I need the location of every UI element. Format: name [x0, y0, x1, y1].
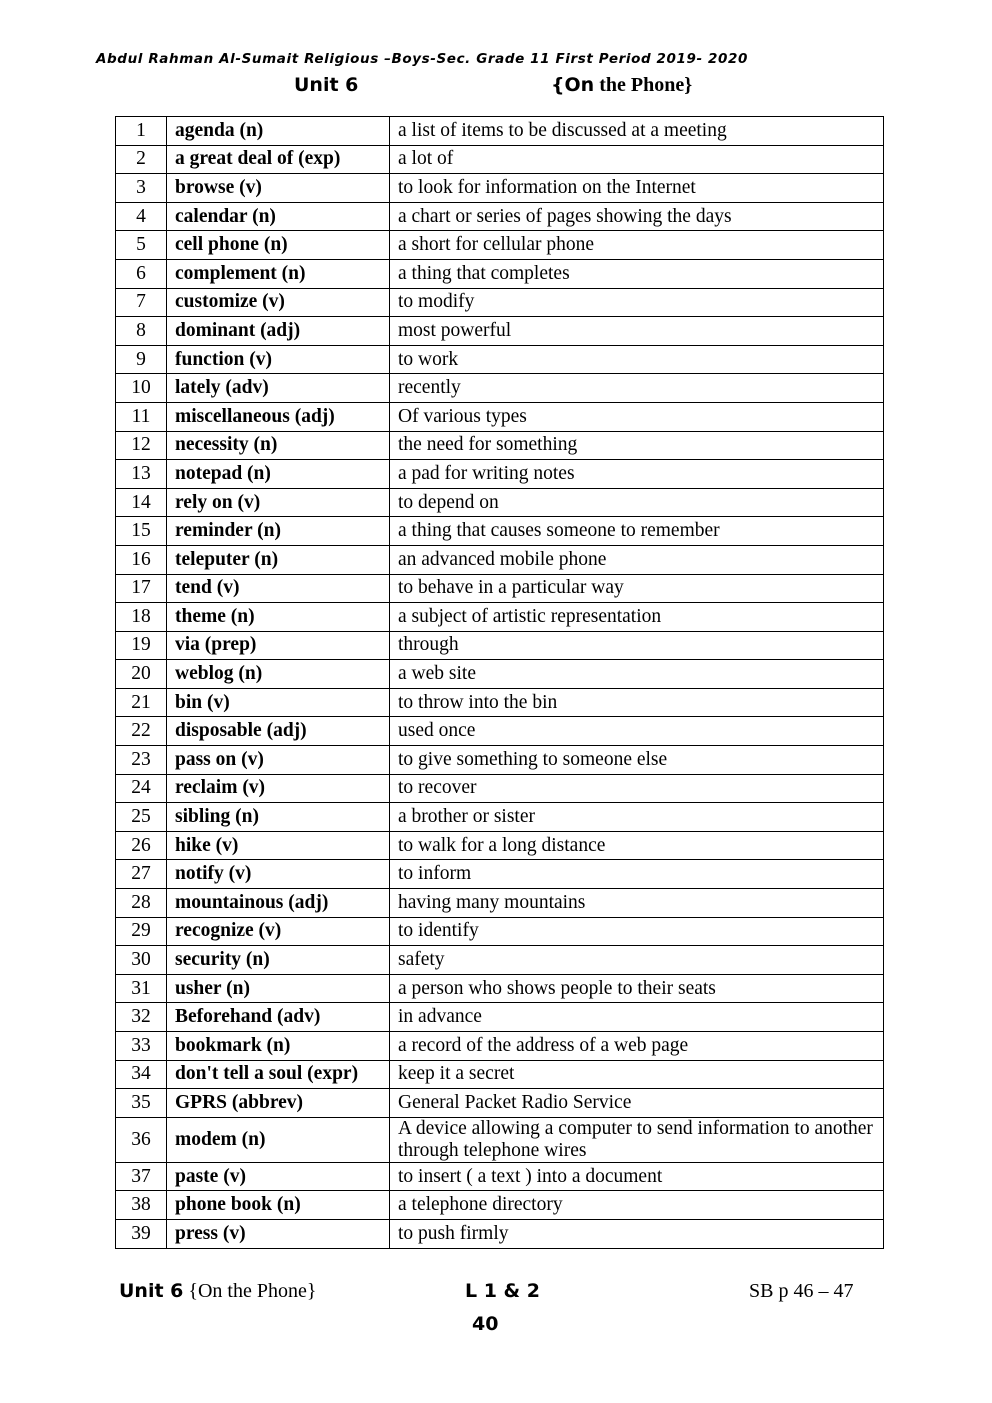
vocab-definition: keep it a secret — [390, 1060, 884, 1089]
vocab-definition: to recover — [390, 774, 884, 803]
row-number: 9 — [116, 345, 167, 374]
table-row — [116, 917, 884, 946]
footer-unit-topic: {On the Phone} — [183, 1280, 317, 1302]
vocab-word: Beforehand (adv) — [167, 1003, 390, 1032]
vocab-word: hike (v) — [167, 831, 390, 860]
vocab-definition: used once — [390, 717, 884, 746]
row-number: 5 — [116, 231, 167, 260]
vocab-definition: a person who shows people to their seats — [390, 974, 884, 1003]
vocab-word: paste (v) — [167, 1162, 390, 1191]
table-row — [116, 345, 884, 374]
vocab-definition: a record of the address of a web page — [390, 1032, 884, 1061]
vocabulary-table — [115, 116, 884, 1249]
table-row — [116, 746, 884, 775]
table-row — [116, 259, 884, 288]
row-number: 30 — [116, 946, 167, 975]
page-number: 40 — [472, 1313, 499, 1335]
table-row — [116, 1003, 884, 1032]
table-row — [116, 288, 884, 317]
vocab-word: teleputer (n) — [167, 545, 390, 574]
vocab-definition: recently — [390, 374, 884, 403]
table-row — [116, 317, 884, 346]
table-row — [116, 145, 884, 174]
row-number: 27 — [116, 860, 167, 889]
vocab-definition: a telephone directory — [390, 1191, 884, 1220]
vocab-definition: a brother or sister — [390, 803, 884, 832]
vocab-word: complement (n) — [167, 259, 390, 288]
row-number: 12 — [116, 431, 167, 460]
vocab-definition: a thing that completes — [390, 259, 884, 288]
unit-topic — [551, 74, 692, 97]
vocab-word: reclaim (v) — [167, 774, 390, 803]
table-row — [116, 1191, 884, 1220]
footer-unit — [119, 1280, 316, 1303]
row-number: 19 — [116, 631, 167, 660]
table-row — [116, 860, 884, 889]
vocab-word: phone book (n) — [167, 1191, 390, 1220]
row-number: 34 — [116, 1060, 167, 1089]
row-number: 33 — [116, 1032, 167, 1061]
row-number: 31 — [116, 974, 167, 1003]
row-number: 4 — [116, 202, 167, 231]
vocab-definition: to identify — [390, 917, 884, 946]
vocab-word: reminder (n) — [167, 517, 390, 546]
vocab-word: rely on (v) — [167, 488, 390, 517]
vocab-definition: a short for cellular phone — [390, 231, 884, 260]
vocab-definition: General Packet Radio Service — [390, 1089, 884, 1118]
row-number: 35 — [116, 1089, 167, 1118]
row-number: 38 — [116, 1191, 167, 1220]
table-row — [116, 545, 884, 574]
vocabulary-table-body — [116, 117, 884, 1249]
table-row — [116, 889, 884, 918]
vocab-word: notify (v) — [167, 860, 390, 889]
vocab-word: mountainous (adj) — [167, 889, 390, 918]
table-row — [116, 431, 884, 460]
vocab-word: pass on (v) — [167, 746, 390, 775]
row-number: 7 — [116, 288, 167, 317]
vocab-definition: to depend on — [390, 488, 884, 517]
table-row — [116, 946, 884, 975]
vocab-definition: having many mountains — [390, 889, 884, 918]
table-row — [116, 631, 884, 660]
table-row — [116, 117, 884, 146]
school-header: Abdul Rahman Al-Sumait Religious –Boys-Sec. Grade 11 First Period 2019- 2020 — [96, 51, 749, 67]
vocab-definition: through — [390, 631, 884, 660]
vocab-word: press (v) — [167, 1219, 390, 1248]
unit-heading — [0, 74, 992, 102]
row-number: 39 — [116, 1219, 167, 1248]
table-row — [116, 717, 884, 746]
row-number: 28 — [116, 889, 167, 918]
vocab-word: calendar (n) — [167, 202, 390, 231]
vocab-definition: to look for information on the Internet — [390, 174, 884, 203]
table-row — [116, 460, 884, 489]
vocab-definition: to insert ( a text ) into a document — [390, 1162, 884, 1191]
vocab-word: tend (v) — [167, 574, 390, 603]
table-row — [116, 803, 884, 832]
unit-label: Unit 6 — [294, 74, 359, 96]
table-row — [116, 831, 884, 860]
vocab-word: necessity (n) — [167, 431, 390, 460]
vocab-definition: a lot of — [390, 145, 884, 174]
row-number: 24 — [116, 774, 167, 803]
table-row — [116, 231, 884, 260]
row-number: 10 — [116, 374, 167, 403]
row-number: 17 — [116, 574, 167, 603]
vocab-word: theme (n) — [167, 603, 390, 632]
row-number: 20 — [116, 660, 167, 689]
row-number: 6 — [116, 259, 167, 288]
table-row — [116, 402, 884, 431]
vocab-definition: a list of items to be discussed at a meeting — [390, 117, 884, 146]
vocab-definition: a web site — [390, 660, 884, 689]
vocab-word: browse (v) — [167, 174, 390, 203]
vocab-word: recognize (v) — [167, 917, 390, 946]
vocab-definition: A device allowing a computer to send information to another through telephone wires — [390, 1117, 884, 1162]
vocab-word: lately (adv) — [167, 374, 390, 403]
vocab-definition: the need for something — [390, 431, 884, 460]
table-row — [116, 174, 884, 203]
row-number: 26 — [116, 831, 167, 860]
row-number: 14 — [116, 488, 167, 517]
row-number: 2 — [116, 145, 167, 174]
footer-lesson: L 1 & 2 — [465, 1280, 540, 1302]
vocab-word: agenda (n) — [167, 117, 390, 146]
footer-unit-label: Unit 6 — [119, 1280, 184, 1302]
table-row — [116, 488, 884, 517]
row-number: 16 — [116, 545, 167, 574]
row-number: 37 — [116, 1162, 167, 1191]
vocab-word: notepad (n) — [167, 460, 390, 489]
vocab-word: dominant (adj) — [167, 317, 390, 346]
vocab-word: cell phone (n) — [167, 231, 390, 260]
vocab-definition: an advanced mobile phone — [390, 545, 884, 574]
vocab-definition: most powerful — [390, 317, 884, 346]
vocab-definition: in advance — [390, 1003, 884, 1032]
vocab-definition: to walk for a long distance — [390, 831, 884, 860]
vocab-definition: a subject of artistic representation — [390, 603, 884, 632]
vocab-word: bookmark (n) — [167, 1032, 390, 1061]
table-row — [116, 374, 884, 403]
vocab-word: disposable (adj) — [167, 717, 390, 746]
row-number: 22 — [116, 717, 167, 746]
row-number: 32 — [116, 1003, 167, 1032]
vocab-definition: Of various types — [390, 402, 884, 431]
vocab-definition: to behave in a particular way — [390, 574, 884, 603]
vocab-word: weblog (n) — [167, 660, 390, 689]
table-row — [116, 517, 884, 546]
table-row — [116, 1060, 884, 1089]
table-row — [116, 1032, 884, 1061]
row-number: 3 — [116, 174, 167, 203]
vocab-word: customize (v) — [167, 288, 390, 317]
row-number: 21 — [116, 688, 167, 717]
table-row — [116, 660, 884, 689]
vocab-definition: a pad for writing notes — [390, 460, 884, 489]
vocab-word: a great deal of (exp) — [167, 145, 390, 174]
table-row — [116, 603, 884, 632]
row-number: 18 — [116, 603, 167, 632]
footer-sb-pages: SB p 46 – 47 — [749, 1280, 854, 1302]
row-number: 36 — [116, 1117, 167, 1162]
table-row — [116, 974, 884, 1003]
table-row — [116, 202, 884, 231]
table-row — [116, 774, 884, 803]
row-number: 8 — [116, 317, 167, 346]
vocab-word: don't tell a soul (expr) — [167, 1060, 390, 1089]
table-row — [116, 688, 884, 717]
table-row — [116, 574, 884, 603]
row-number: 15 — [116, 517, 167, 546]
vocab-word: miscellaneous (adj) — [167, 402, 390, 431]
row-number: 23 — [116, 746, 167, 775]
vocab-definition: to work — [390, 345, 884, 374]
vocab-definition: a chart or series of pages showing the days — [390, 202, 884, 231]
unit-topic-rest: the Phone} — [594, 74, 693, 96]
vocab-definition: a thing that causes someone to remember — [390, 517, 884, 546]
table-row — [116, 1162, 884, 1191]
table-row — [116, 1117, 884, 1162]
row-number: 29 — [116, 917, 167, 946]
vocab-word: modem (n) — [167, 1117, 390, 1162]
vocab-word: usher (n) — [167, 974, 390, 1003]
vocab-word: function (v) — [167, 345, 390, 374]
vocab-definition: to push firmly — [390, 1219, 884, 1248]
row-number: 1 — [116, 117, 167, 146]
row-number: 25 — [116, 803, 167, 832]
vocab-word: GPRS (abbrev) — [167, 1089, 390, 1118]
vocab-definition: safety — [390, 946, 884, 975]
vocab-definition: to modify — [390, 288, 884, 317]
vocab-word: bin (v) — [167, 688, 390, 717]
vocab-word: security (n) — [167, 946, 390, 975]
table-row — [116, 1089, 884, 1118]
vocab-definition: to give something to someone else — [390, 746, 884, 775]
vocab-word: sibling (n) — [167, 803, 390, 832]
page-footer — [0, 1280, 992, 1310]
vocab-definition: to inform — [390, 860, 884, 889]
vocab-definition: to throw into the bin — [390, 688, 884, 717]
row-number: 13 — [116, 460, 167, 489]
unit-topic-open: {On — [551, 74, 595, 96]
table-row — [116, 1219, 884, 1248]
row-number: 11 — [116, 402, 167, 431]
vocab-word: via (prep) — [167, 631, 390, 660]
